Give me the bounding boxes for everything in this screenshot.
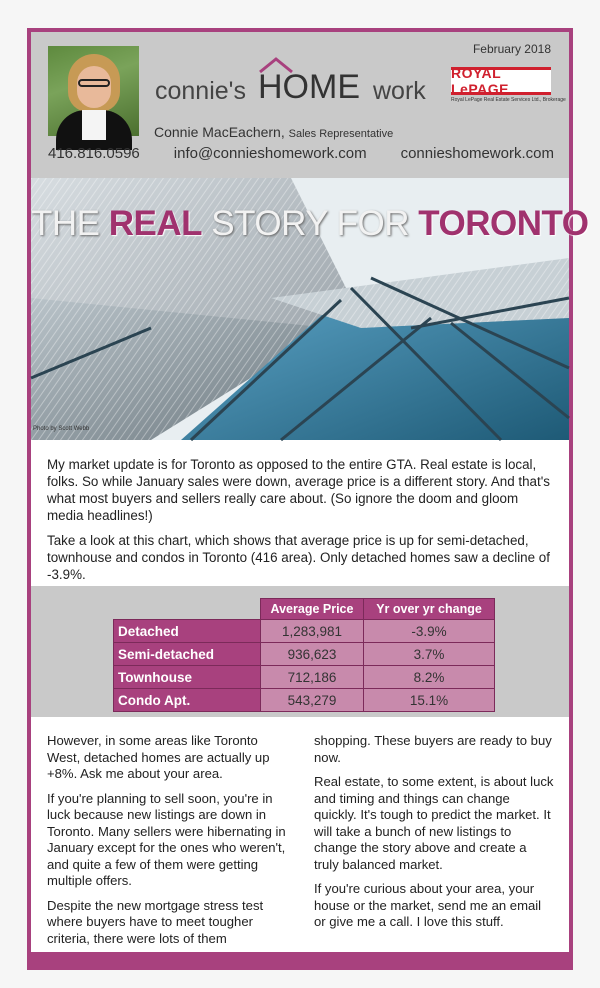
row-label: Condo Apt.	[114, 689, 261, 712]
website-link[interactable]: connieshomework.com	[400, 145, 554, 162]
row-label: Semi-detached	[114, 643, 261, 666]
intro-paragraph: My market update is for Toronto as opposed to the entire GTA. Real estate is local, folks. So while January sales were down, average price is a different story. And that's what most buyers and sellers really care about. (So ignore the doom and gloom media headlines!)	[47, 457, 550, 523]
body-paragraph: However, in some areas like Toronto West, detached homes are actually up +8%. Ask me about your area.	[47, 733, 270, 781]
contact-line	[48, 145, 554, 162]
royal-lepage-logo: ROYAL LePAGE Royal LePage Real Estate Services Ltd., Brokerage	[451, 65, 566, 103]
issue-date: February 2018	[472, 42, 551, 56]
body-paragraph: shopping. These buyers are ready to buy now.	[314, 733, 552, 765]
agent-name-line	[154, 124, 393, 140]
agent-title: Sales Representative	[288, 128, 394, 140]
column-header-yoy-change: Yr over yr change	[364, 599, 495, 620]
headline: THE REAL STORY FOR TORONTO	[31, 204, 589, 243]
change-cell: 15.1%	[364, 689, 495, 712]
body-paragraph: Despite the new mortgage stress test where buyers have to meet tougher criteria, there were lots of them	[47, 897, 264, 946]
left-column	[47, 733, 287, 955]
hero-image	[31, 178, 589, 440]
intro-paragraph: Take a look at this chart, which shows that average price is up for semi-detached, townhouse and condos in Toronto (416 area). Only detached homes saw a decline of -3.9%.	[47, 533, 550, 582]
footer-bar	[27, 952, 573, 970]
average-price-cell: 543,279	[261, 689, 364, 712]
phone-number[interactable]: 416.816.0596	[48, 145, 140, 162]
average-price-cell: 936,623	[261, 643, 364, 666]
stats-table-panel	[31, 586, 569, 717]
newsletter-header	[31, 32, 569, 178]
body-paragraph: Real estate, to some extent, is about luck and timing and things can change quickly. It's tough to predict the market. It will take a bunch of new listings to change the story above and create a truly balanced market.	[314, 774, 554, 872]
change-cell: 8.2%	[364, 666, 495, 689]
price-table	[113, 598, 495, 712]
table-row	[114, 666, 495, 689]
right-column	[314, 733, 554, 939]
row-label: Detached	[114, 620, 261, 643]
change-cell: -3.9%	[364, 620, 495, 643]
agent-name: Connie MacEachern,	[154, 124, 285, 140]
table-row	[114, 620, 495, 643]
agent-photo	[48, 46, 139, 136]
email-link[interactable]: info@connieshomework.com	[173, 145, 367, 162]
body-paragraph: If you're planning to sell soon, you're in luck because new listings are down in Toronto. Many sellers were hibernating in January except for the ones who weren't, and quite a few of them were getting multiple offers.	[47, 790, 286, 888]
average-price-cell: 1,283,981	[261, 620, 364, 643]
intro-text	[47, 456, 553, 591]
table-row	[114, 643, 495, 666]
body-paragraph: If you're curious about your area, your house or the market, send me an email or give me a call. I love this stuff.	[314, 881, 542, 929]
change-cell: 3.7%	[364, 643, 495, 666]
column-header-average-price: Average Price	[261, 599, 364, 620]
average-price-cell: 712,186	[261, 666, 364, 689]
table-row	[114, 689, 495, 712]
connies-homework-logo: connie's HOME work	[155, 66, 445, 110]
row-label: Townhouse	[114, 666, 261, 689]
photo-credit: Photo by Scott Webb	[33, 426, 90, 432]
